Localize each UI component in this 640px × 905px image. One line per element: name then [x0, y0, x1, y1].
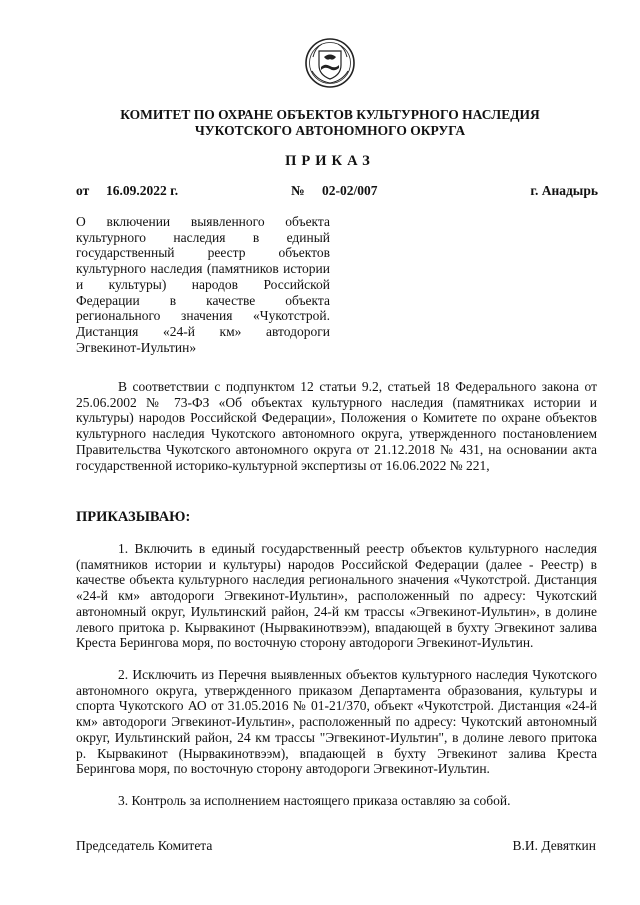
- order-item-1: 1. Включить в единый государственный реестр объектов культурного наследия (памятников истории и культуры) народов Российской Федерации (далее - Реестр) в качестве объекта культурного наследия регионального значения «Чукотстрой. Дистанция «24-й км» автодороги Эгвекинот-Иультин», расположенный по адресу: Чукотский автономный округ, Иультинский район, 24-й км трассы «Эгвекинот-Иультин», в долине левого притока р. Кырвакинот (Нырвакинотвээм), впадающей в бухту Эгвекинот залива Креста Берингова моря, по восточную сторону автодороги Эгвекинот-Иультин.: [76, 541, 597, 651]
- committee-name-line2: ЧУКОТСКОГО АВТОНОМНОГО ОКРУГА: [194, 123, 466, 138]
- date-prefix: от: [76, 183, 90, 198]
- committee-name-line1: КОМИТЕТ ПО ОХРАНЕ ОБЪЕКТОВ КУЛЬТУРНОГО НАСЛЕДИЯ: [120, 107, 540, 122]
- signatory-name: В.И. Девяткин: [512, 838, 596, 853]
- order-item-3: 3. Контроль за исполнением настоящего приказа оставляю за собой.: [118, 793, 511, 808]
- order-number: 02-02/007: [322, 183, 378, 198]
- chukotka-coat-of-arms-icon: [304, 37, 356, 89]
- order-date: 16.09.2022 г.: [106, 183, 179, 198]
- signatory-position: Председатель Комитета: [76, 838, 213, 853]
- order-verb: ПРИКАЗЫВАЮ:: [76, 509, 191, 525]
- order-item-2: 2. Исключить из Перечня выявленных объектов культурного наследия Чукотского автономного округа, утвержденного приказом Департамента образования, культуры и спорта Чукотского АО от 31.05.2016 № 01-21/370, объект «Чукотстрой. Дистанция «24-й км» автодороги Эгвекинот-Иультин», расположенный по адресу: Чукотский автономный округ, Иультинский район, 24 км трассы "Эгвекинот-Иультин", в долине левого притока р. Кырвакинот (Нырвакинотвээм), впадающей в бухту Эгвекинот залива Креста Берингова моря, по восточную сторону автодороги Эгвекинот-Иультин.: [76, 667, 597, 777]
- city: г. Анадырь: [530, 183, 598, 198]
- order-subject: О включении выявленного объекта культурного наследия в единый государственный реестр объектов культурного наследия (памятников истории и культуры) народов Российской Федерации в качестве объекта регионального значения «Чукотстрой. Дистанция «24-й км» автодороги Эгвекинот-Иультин»: [76, 214, 330, 355]
- document-type-title: ПРИКАЗ: [285, 153, 375, 169]
- number-sign: №: [291, 183, 305, 198]
- preamble: В соответствии с подпунктом 12 статьи 9.2, статьей 18 Федерального закона от 25.06.2002 № 73-ФЗ «Об объектах культурного наследия (памятниках истории и культуры) народов Российской Федерации», Положения о Комитете по охране объектов культурного наследия Чукотского автономного округа, утвержденного постановлением Правительства Чукотского автономного округа от 21.12.2018 № 431, на основании акта государственной историко-культурной экспертизы от 16.06.2022 № 221,: [76, 379, 597, 473]
